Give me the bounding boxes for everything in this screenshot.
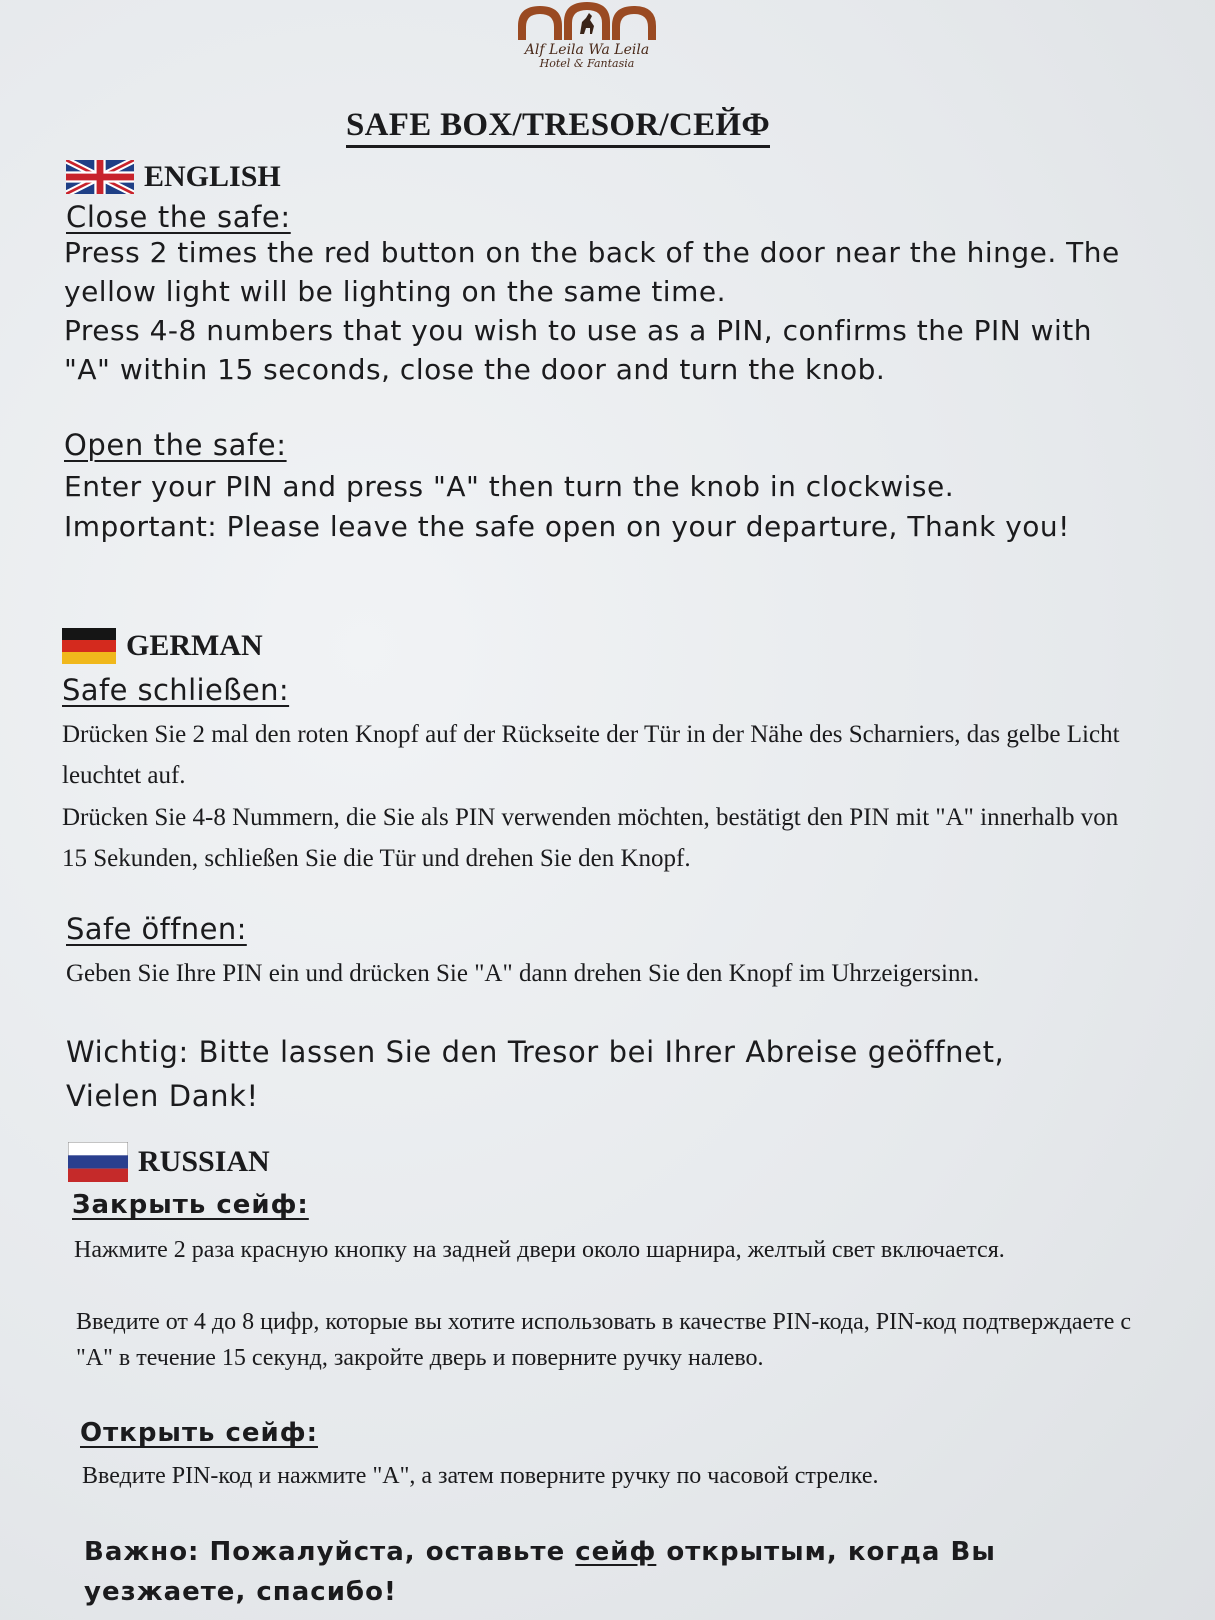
russian-open-text: Введите PIN-код и нажмите "А", а затем поверните ручку по часовой стрелке. [82, 1463, 879, 1489]
german-language-title: GERMAN [126, 629, 263, 662]
german-important-text: Wichtig: Bitte lassen Sie den Tresor bei Ihrer Abreise geöffnet, Vielen Dank! [66, 1035, 1005, 1113]
english-close-heading: Close the safe: [66, 200, 291, 234]
german-close-heading: Safe schließen: [62, 673, 290, 707]
hotel-subtitle: Hotel & Fantasia [539, 57, 635, 70]
page-title: SAFE BOX/TRESOR/СЕЙФ [346, 106, 770, 148]
english-language-title: ENGLISH [144, 160, 281, 193]
hotel-logo [512, 0, 662, 86]
english-close-text: Press 2 times the red button on the back of the door near the hinge. The yellow light will be lighting on the same time. [64, 236, 1120, 308]
german-open-text: Geben Sie Ihre PIN ein und drücken Sie "A" dann drehen Sie den Knopf im Uhrzeigersinn. [66, 960, 980, 987]
english-section-label [66, 160, 281, 194]
german-section-label [62, 628, 263, 664]
hotel-arches-logo-icon [512, 0, 662, 42]
russian-open-heading: Открыть сейф: [80, 1418, 318, 1448]
english-open-text: Enter your PIN and press "A" then turn the knob in clockwise. [64, 470, 955, 503]
english-open-heading: Open the safe: [64, 428, 287, 462]
russian-close-heading: Закрыть сейф: [72, 1190, 309, 1220]
uk-flag-icon [66, 160, 134, 194]
russian-section-label [68, 1142, 270, 1182]
germany-flag-icon [62, 628, 116, 664]
english-important-text: Important: Please leave the safe open on your departure, Thank you! [64, 510, 1070, 543]
hotel-name: Alf Leila Wa Leila [524, 42, 650, 58]
german-open-heading: Safe öffnen: [66, 912, 247, 946]
russian-language-title: RUSSIAN [138, 1145, 270, 1178]
russian-important-text [84, 1532, 1144, 1612]
russian-close-text: Нажмите 2 раза красную кнопку на задней двери около шарнира, желтый свет включается. [74, 1237, 1005, 1263]
german-pin-text: Drücken Sie 4-8 Nummern, die Sie als PIN verwenden möchten, bestätigt den PIN mit "A" innerhalb von 15 Sekunden, schließen Sie die Tür und drehen Sie den Knopf. [62, 804, 1119, 872]
russian-important-underlined: сейф [575, 1537, 657, 1567]
russian-important-after: открытым, когда Вы уезжаете, спасибо! [84, 1537, 996, 1607]
russia-flag-icon [68, 1142, 128, 1182]
russian-pin-text: Введите от 4 до 8 цифр, которые вы хотите использовать в качестве PIN-кода, PIN-код подтверждаете с "А" в течение 15 секунд, закройте дверь и поверните ручку налево. [76, 1309, 1132, 1371]
english-pin-text: Press 4-8 numbers that you wish to use as a PIN, confirms the PIN with "A" within 15 seconds, close the door and turn the knob. [64, 314, 1093, 386]
russian-important-before: Важно: Пожалуйста, оставьте [84, 1537, 576, 1567]
german-close-text: Drücken Sie 2 mal den roten Knopf auf der Rückseite der Tür in der Nähe des Scharniers, das gelbe Licht leuchtet auf. [62, 721, 1120, 789]
